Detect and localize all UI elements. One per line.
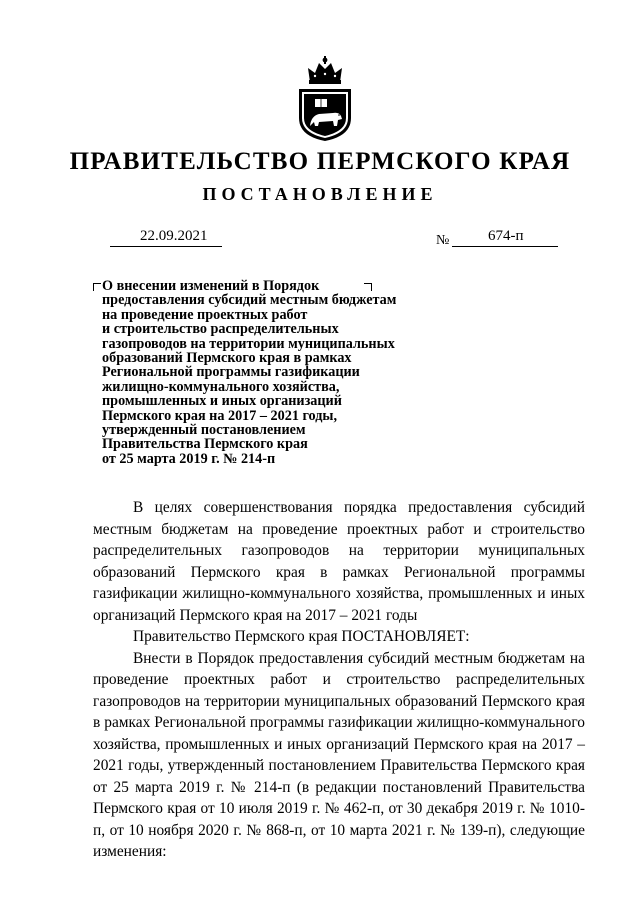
subject-line: промышленных и иных организаций xyxy=(102,393,342,410)
document-subject xyxy=(102,279,432,466)
subject-line: и строительство распределительных xyxy=(102,321,339,338)
subject-line: утвержденный постановлением xyxy=(102,422,306,439)
date-underline xyxy=(110,246,222,247)
subject-line: Правительства Пермского края xyxy=(102,436,308,453)
government-title: ПРАВИТЕЛЬСТВО ПЕРМСКОГО КРАЯ xyxy=(69,148,571,175)
subject-line: Пермского края на 2017 – 2021 годы, xyxy=(102,407,338,424)
number-underline xyxy=(452,246,558,247)
coat-of-arms-icon xyxy=(297,56,353,142)
subject-line: от 25 марта 2019 г. № 214-п xyxy=(102,450,276,467)
subject-line: газопроводов на территории муниципальных xyxy=(102,335,395,352)
amendment-paragraph: Внести в Порядок предоставления субсидий местным бюджетам на проведение проектных работ и строительство распределительных газопроводов на территории муниципальных образований Пермского края в рамках Региональной программы газификации жилищно-коммунального хозяйства, промышленных и иных организаций Пермского края на 2017 – 2021 годы, утвержденный постановлением Правительства Пермского края от 25 марта 2019 г. № 214-п (в редакции постановлений Правительства Пермского края от 10 июля 2019 г. № 462-п, от 30 декабря 2019 г. № 1010-п, от 10 ноября 2020 г. № 868-п, от 10 марта 2021 г. № 139-п), следующие изменения: xyxy=(93,649,585,860)
subject-line: образований Пермского края в рамках xyxy=(102,350,352,367)
document-type: ПОСТАНОВЛЕНИЕ xyxy=(202,184,438,204)
subject-line: жилищно-коммунального хозяйства, xyxy=(102,378,340,395)
subject-corner-left-icon xyxy=(93,283,101,291)
subject-line: на проведение проектных работ xyxy=(102,306,308,323)
document-number: 674-п xyxy=(488,228,524,244)
preamble-paragraph: В целях совершенствования порядка предоставления субсидий местным бюджетам на проведение проектных работ и строительство распределительных газопроводов на территории муниципальных образований Пермского края в рамках Региональной программы газификации жилищно-коммунального хозяйства, промышленных и иных организаций Пермского края на 2017 – 2021 годы xyxy=(93,499,585,624)
subject-line: О внесении изменений в Порядок xyxy=(102,278,320,294)
subject-line: Региональной программы газификации xyxy=(102,364,360,381)
subject-line: предоставления субсидий местным бюджетам xyxy=(102,292,397,309)
crown-icon xyxy=(308,56,342,84)
document-body xyxy=(93,497,585,863)
document-date: 22.09.2021 xyxy=(140,228,208,244)
resolution-statement: Правительство Пермского края ПОСТАНОВЛЯЕТ: xyxy=(133,628,470,645)
number-sign: № xyxy=(436,233,450,248)
